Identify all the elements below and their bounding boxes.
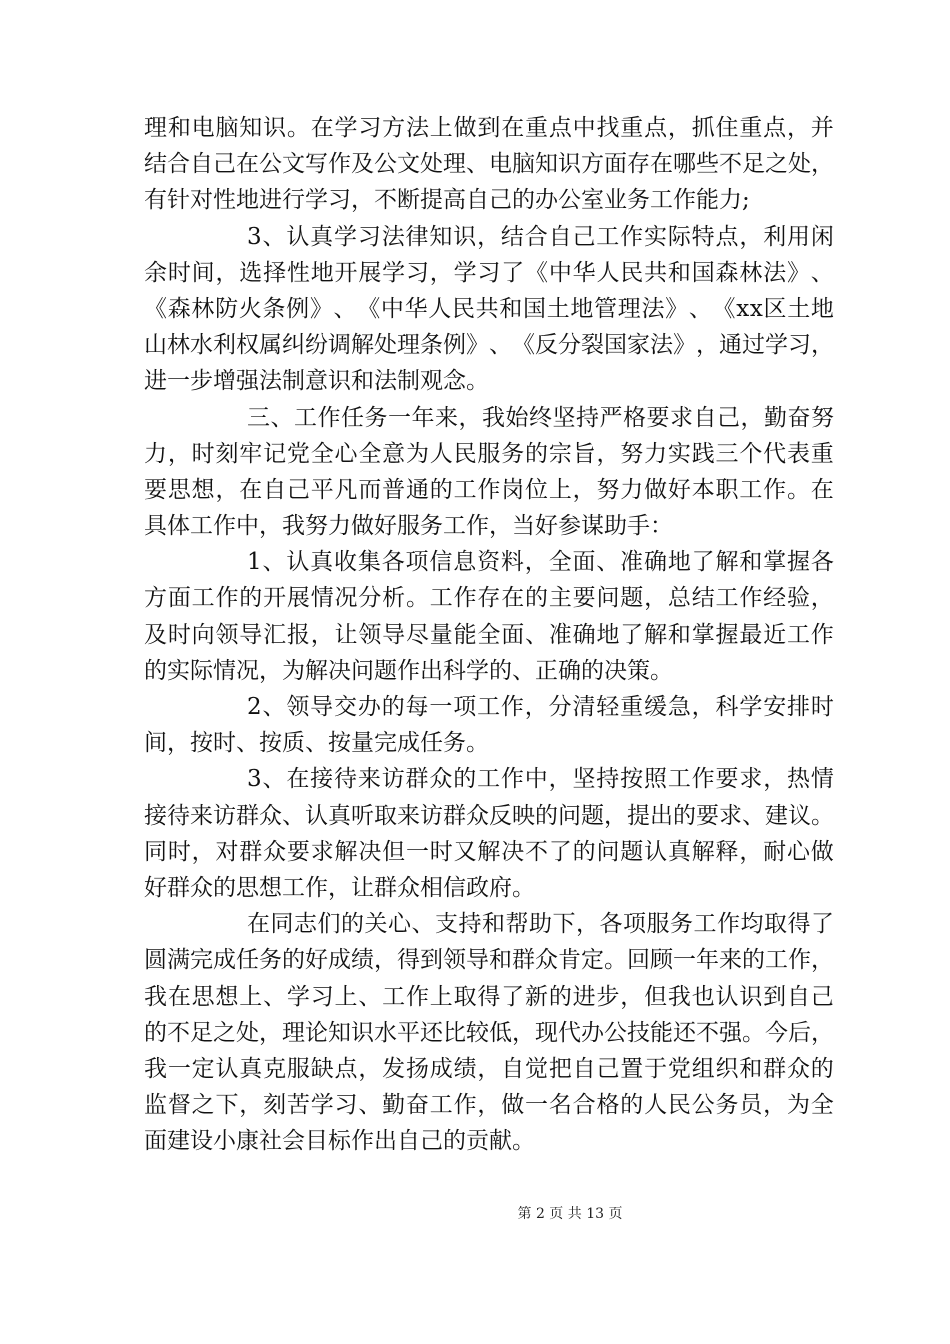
- text-line: 间，按时、按质、按量完成任务。: [144, 730, 489, 757]
- text-line: 结 合 自 己 在 公 文 写 作 及 公 文 处 理 、 电 脑 知 识 方 面 存 在 哪 些 不 足 之 处 ，: [144, 151, 834, 178]
- text-line: 方 面 工 作 的 开 展 情 况 分 析 。 工 作 存 在 的 主 要 问 题 ， 总 结 工 作 经 验 ，: [144, 585, 834, 612]
- text-line: 好群众的思想工作，让群众相信政府。: [144, 874, 535, 901]
- text-line: 力 ， 时 刻 牢 记 党 全 心 全 意 为 人 民 服 务 的 宗 旨 ， 努 力 实 践 三 个 代 表 重: [144, 440, 834, 467]
- text-line: 我 一 定 认 真 克 服 缺 点 ， 发 扬 成 绩 ， 自 觉 把 自 己 置 于 党 组 织 和 群 众 的: [144, 1055, 834, 1082]
- text-line: 具体工作中，我努力做好服务工作，当好参谋助手：: [144, 513, 673, 540]
- text-line: 进一步增强法制意识和法制观念。: [144, 368, 489, 395]
- document-body: [144, 110, 834, 1159]
- text-line: 监 督 之 下 ， 刻 苦 学 习 、 勤 奋 工 作 ， 做 一 名 合 格 的 人 民 公 务 员 ， 为 全: [144, 1092, 834, 1119]
- text-line: 3 、 认 真 学 习 法 律 知 识 ， 结 合 自 己 工 作 实 际 特 点 ， 利 用 闲: [247, 223, 834, 250]
- text-line: 及 时 向 领 导 汇 报 ， 让 领 导 尽 量 能 全 面 、 准 确 地 了 解 和 掌 握 最 近 工 作: [144, 621, 834, 648]
- text-line: 同 时 ， 对 群 众 要 求 解 决 但 一 时 又 解 决 不 了 的 问 题 认 真 解 释 ， 耐 心 做: [144, 838, 834, 865]
- text-line: 3 、 在 接 待 来 访 群 众 的 工 作 中 ， 坚 持 按 照 工 作 要 求 ， 热 情: [247, 766, 834, 793]
- text-line: 在 同 志 们 的 关 心 、 支 持 和 帮 助 下 ， 各 项 服 务 工 作 均 取 得 了: [247, 911, 834, 938]
- text-line: 山 林 水 利 权 属 纠 纷 调 解 处 理 条 例 》 、 《 反 分 裂 国 家 法 》 ， 通 过 学 习 ，: [144, 332, 834, 359]
- page-footer: 第 2 页 共 13 页: [517, 1206, 623, 1222]
- text-line: 圆 满 完 成 任 务 的 好 成 绩 ， 得 到 领 导 和 群 众 肯 定 。 回 顾 一 年 来 的 工 作 ，: [144, 947, 834, 974]
- text-line: 2 、 领 导 交 办 的 每 一 项 工 作 ， 分 清 轻 重 缓 急 ， 科 学 安 排 时: [247, 694, 834, 720]
- text-line: 接 待 来 访 群 众 、 认 真 听 取 来 访 群 众 反 映 的 问 题 ， 提 出 的 要 求 、 建 议 。: [144, 802, 834, 829]
- text-line: 余 时 间 ， 选 择 性 地 开 展 学 习 ， 学 习 了 《 中 华 人 民 共 和 国 森 林 法 》 、: [144, 259, 834, 286]
- text-line: 面建设小康社会目标作出自己的贡献。: [144, 1128, 535, 1155]
- text-line: 我 在 思 想 上 、 学 习 上 、 工 作 上 取 得 了 新 的 进 步 ， 但 我 也 认 识 到 自 己: [144, 983, 834, 1010]
- text-line: 要 思 想 ， 在 自 己 平 凡 而 普 通 的 工 作 岗 位 上 ， 努 力 做 好 本 职 工 作 。 在: [144, 476, 834, 503]
- text-line: 的实际情况，为解决问题作出科学的、正确的决策。: [144, 657, 673, 684]
- text-line: 的 不 足 之 处 ， 理 论 知 识 水 平 还 比 较 低 ， 现 代 办 公 技 能 还 不 强 。 今 后 ，: [144, 1019, 834, 1046]
- text-line: 有针对性地进行学习，不断提高自己的办公室业务工作能力;: [144, 187, 750, 214]
- text-line: 理 和 电 脑 知 识 。 在 学 习 方 法 上 做 到 在 重 点 中 找 重 点 ， 抓 住 重 点 ， 并: [144, 115, 834, 141]
- text-line: 《 森 林 防 火 条 例 》 、 《 中 华 人 民 共 和 国 土 地 管 理 法 》 、 《 x x 区 土 地: [144, 295, 834, 322]
- text-line: 1 、 认 真 收 集 各 项 信 息 资 料 ， 全 面 、 准 确 地 了 解 和 掌 握 各: [247, 549, 834, 576]
- text-line: 三 、 工 作 任 务 一 年 来 ， 我 始 终 坚 持 严 格 要 求 自 己 ， 勤 奋 努: [247, 404, 834, 431]
